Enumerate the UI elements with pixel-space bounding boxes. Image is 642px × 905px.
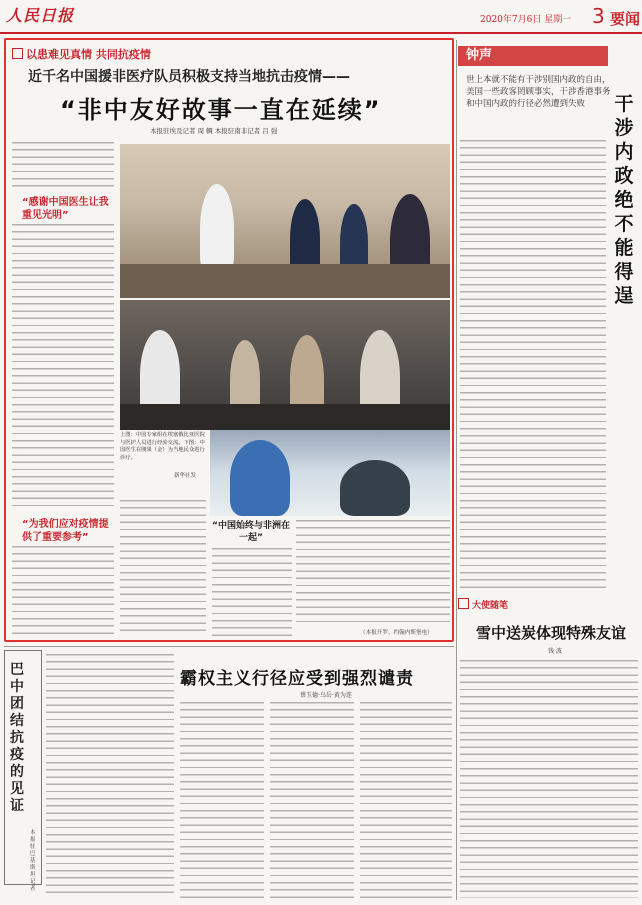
side-box-title: 巴中团结抗疫的见证 xyxy=(10,662,24,814)
column-name-bar: 钟声 xyxy=(458,46,608,66)
feature-headline: “非中友好故事一直在延续” xyxy=(60,96,382,124)
body-text-block xyxy=(120,500,206,636)
photo-caption: 上图：中国专家组在埃塞俄比亚医院与医护人员进行经验交流。下图：中国医生在刚果（金）为当地民众进行诊疗。 xyxy=(120,432,205,461)
side-box-author: 本报驻巴基斯坦记者 xyxy=(30,830,36,892)
body-text-block xyxy=(46,654,174,898)
body-text-block xyxy=(12,142,114,192)
square-bullet-icon xyxy=(458,598,469,609)
photo-medical-meeting xyxy=(120,300,450,430)
body-text-block xyxy=(270,702,354,898)
feature-byline: 本报驻埃及记者 周 輖 本报驻南非记者 吕 强 xyxy=(150,127,278,135)
body-text-block xyxy=(12,224,114,512)
feature-subhead: 近千名中国援非医疗队员积极支持当地抗击疫情—— xyxy=(28,69,350,85)
square-bullet-icon xyxy=(12,48,23,59)
page-number: 3 xyxy=(592,4,605,28)
body-text-block xyxy=(360,702,452,898)
photo-credit: 新华社发 xyxy=(174,473,197,479)
column-tag-text: 大使随笔 xyxy=(472,601,509,611)
photo-medical-team-exchange xyxy=(120,144,450,298)
section-heading-1: “感谢中国医生让我重见光明” xyxy=(22,197,109,221)
photo-doctor-treatment xyxy=(210,430,450,516)
body-text-block xyxy=(296,520,450,624)
essay-body xyxy=(460,660,638,898)
article-title: 霸权主义行径应受到强烈谴责 xyxy=(180,669,414,689)
article-author: 蔡玉德·乌岳·黄为连 xyxy=(300,692,352,699)
feature-kicker xyxy=(12,46,151,62)
divider xyxy=(4,646,454,647)
section-name: 要闻 xyxy=(610,10,641,28)
ambassador-essay-author: 钱 波 xyxy=(548,648,562,655)
newspaper-logo: 人民日报 xyxy=(6,6,75,25)
commentary-body xyxy=(460,140,606,592)
section-heading-2: “为我们应对疫情提供了重要参考” xyxy=(22,519,109,543)
ambassador-essay-title: 雪中送炭体现特殊友谊 xyxy=(476,624,627,642)
column-tag xyxy=(458,598,638,616)
column-subtitle: 世上本就不能有干涉别国内政的自由，美国一些政客罔顾事实，干涉香港事务和中国内政的行径必然遭到失败 xyxy=(466,75,611,109)
body-text-block xyxy=(12,546,114,636)
pull-quote: “中国始终与非洲在一起” xyxy=(212,521,290,543)
body-text-block xyxy=(180,702,264,898)
column-divider xyxy=(456,40,457,900)
commentary-title: 干涉内政绝不能得逞 xyxy=(614,93,634,307)
body-text-block xyxy=(212,548,292,636)
end-credit: （本报开罗、约翰内斯堡电） xyxy=(360,630,433,636)
feature-kicker-text: 以患难见真情 共同抗疫情 xyxy=(26,48,151,61)
issue-date: 2020年7月6日 星期一 xyxy=(480,15,572,25)
